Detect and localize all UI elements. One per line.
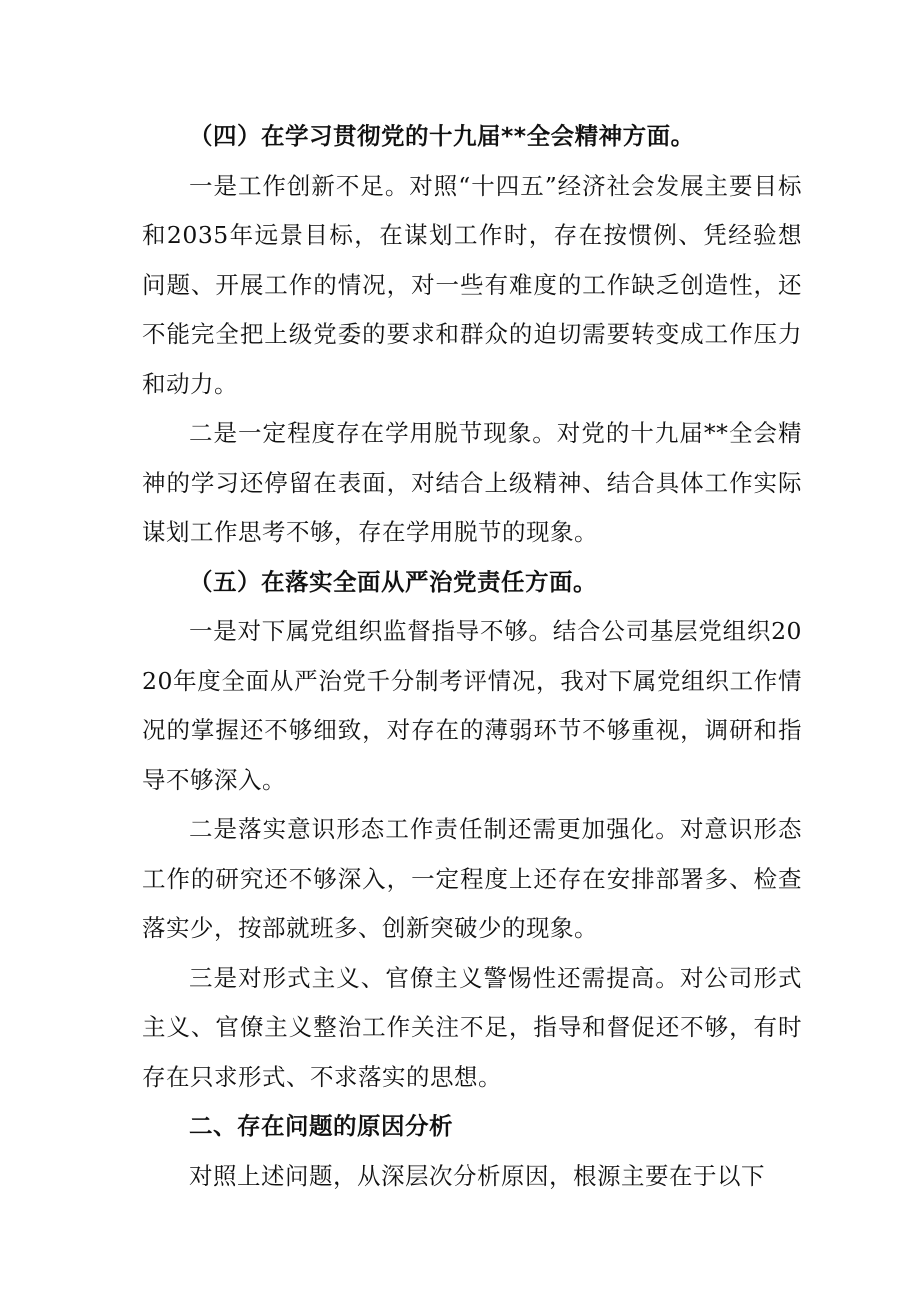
paragraph-study-application: 二是一定程度存在学用脱节现象。对党的十九届**全会精神的学习还停留在表面，对结合上级精神、结合具体工作实际谋划工作思考不够，存在学用脱节的现象。 xyxy=(142,419,802,546)
paragraph-cause-intro: 对照上述问题，从深层次分析原因，根源主要在于以下 xyxy=(189,1161,765,1190)
paragraph-ideology: 二是落实意识形态工作责任制还需更加强化。对意识形态工作的研究还不够深入，一定程度上还存在安排部署多、检查落实少，按部就班多、创新突破少的现象。 xyxy=(142,815,802,942)
paragraph-supervision: 一是对下属党组织监督指导不够。结合公司基层党组织2020年度全面从严治党千分制考评情况，我对下属党组织工作情况的掌握还不够细致，对存在的薄弱环节不够重视，调研和指导不够深入。 xyxy=(142,617,802,794)
section-heading-four: （四）在学习贯彻党的十九届**全会精神方面。 xyxy=(189,122,695,150)
section-heading-five: （五）在落实全面从严治党责任方面。 xyxy=(189,567,597,596)
paragraph-formalism: 三是对形式主义、官僚主义警惕性还需提高。对公司形式主义、官僚主义整治工作关注不足，指导和督促还不够，有时存在只求形式、不求落实的思想。 xyxy=(142,963,802,1091)
document-body xyxy=(142,112,802,1201)
paragraph-innovation: 一是工作创新不足。对照“十四五”经济社会发展主要目标和2035年远景目标，在谋划工作时，存在按惯例、凭经验想问题、开展工作的情况，对一些有难度的工作缺乏创造性，还不能完全把上级党委的要求和群众的迫切需要转变成工作压力和动力。 xyxy=(142,171,802,398)
section-heading-cause-analysis: 二、存在问题的原因分析 xyxy=(189,1112,453,1140)
